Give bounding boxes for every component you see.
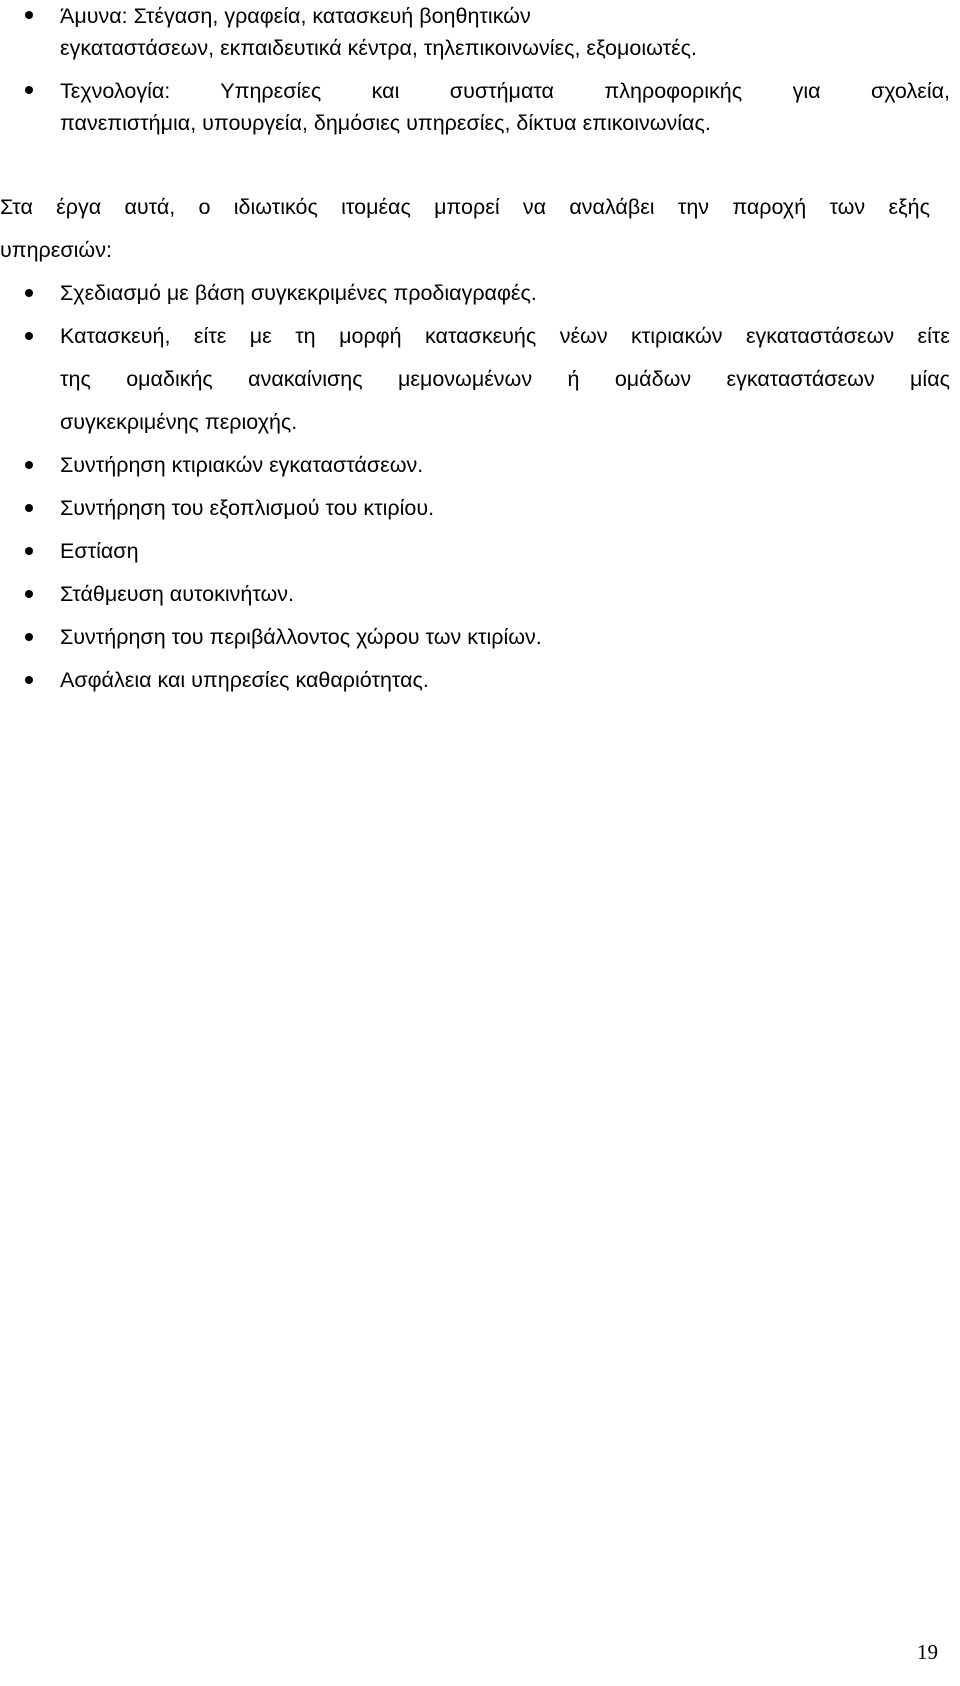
list-item [20,659,950,702]
list-item-line: Ασφάλεια και υπηρεσίες καθαριότητας. [60,668,429,692]
list-item [20,530,950,573]
list-item-line: Συντήρηση του εξοπλισμού του κτιρίου. [60,496,435,520]
paragraph-line: υπηρεσιών: [0,238,112,262]
list-item-line: Συντήρηση κτιριακών εγκαταστάσεων. [60,453,424,477]
list-item-line: Τεχνολογία: Υπηρεσίες και συστήματα πληροφορικής για σχολεία, [60,79,950,103]
list-item-line: Συντήρηση του περιβάλλοντος χώρου των κτιρίων. [60,625,542,649]
list-item [20,573,950,616]
list-item [20,0,950,64]
services-bullet-list [20,272,950,702]
list-item-line: της ομαδικής ανακαίνισης μεμονωμένων ή ομάδων εγκαταστάσεων μίας [60,367,950,391]
list-item [20,75,950,139]
list-item [20,444,950,487]
sector-bullet-list [20,0,950,139]
list-item [20,487,950,530]
list-item-line: Κατασκευή, είτε με τη μορφή κατασκευής νέων κτιριακών εγκαταστάσεων είτε [60,324,950,348]
list-item-line: συγκεκριμένης περιοχής. [60,410,298,434]
list-item-line: πανεπιστήμια, υπουργεία, δημόσιες υπηρεσίες, δίκτυα επικοινωνίας. [60,111,711,135]
list-item [20,315,950,444]
list-item-line: Σχεδιασμό με βάση συγκεκριμένες προδιαγραφές. [60,281,537,305]
list-item-line: Στάθμευση αυτοκινήτων. [60,582,295,606]
list-item [20,272,950,315]
intro-paragraph [0,186,930,272]
page-number: 19 [917,1640,938,1664]
list-item [20,616,950,659]
list-item-line: Εστίαση [60,539,139,563]
list-item-line: Άμυνα: Στέγαση, γραφεία, κατασκευή βοηθητικών [60,4,531,28]
paragraph-line: Στα έργα αυτά, ο ιδιωτικός ιτομέας μπορεί να αναλάβει την παροχή των εξής [0,195,930,219]
list-item-line: εγκαταστάσεων, εκπαιδευτικά κέντρα, τηλεπικοινωνίες, εξομοιωτές. [60,36,698,60]
